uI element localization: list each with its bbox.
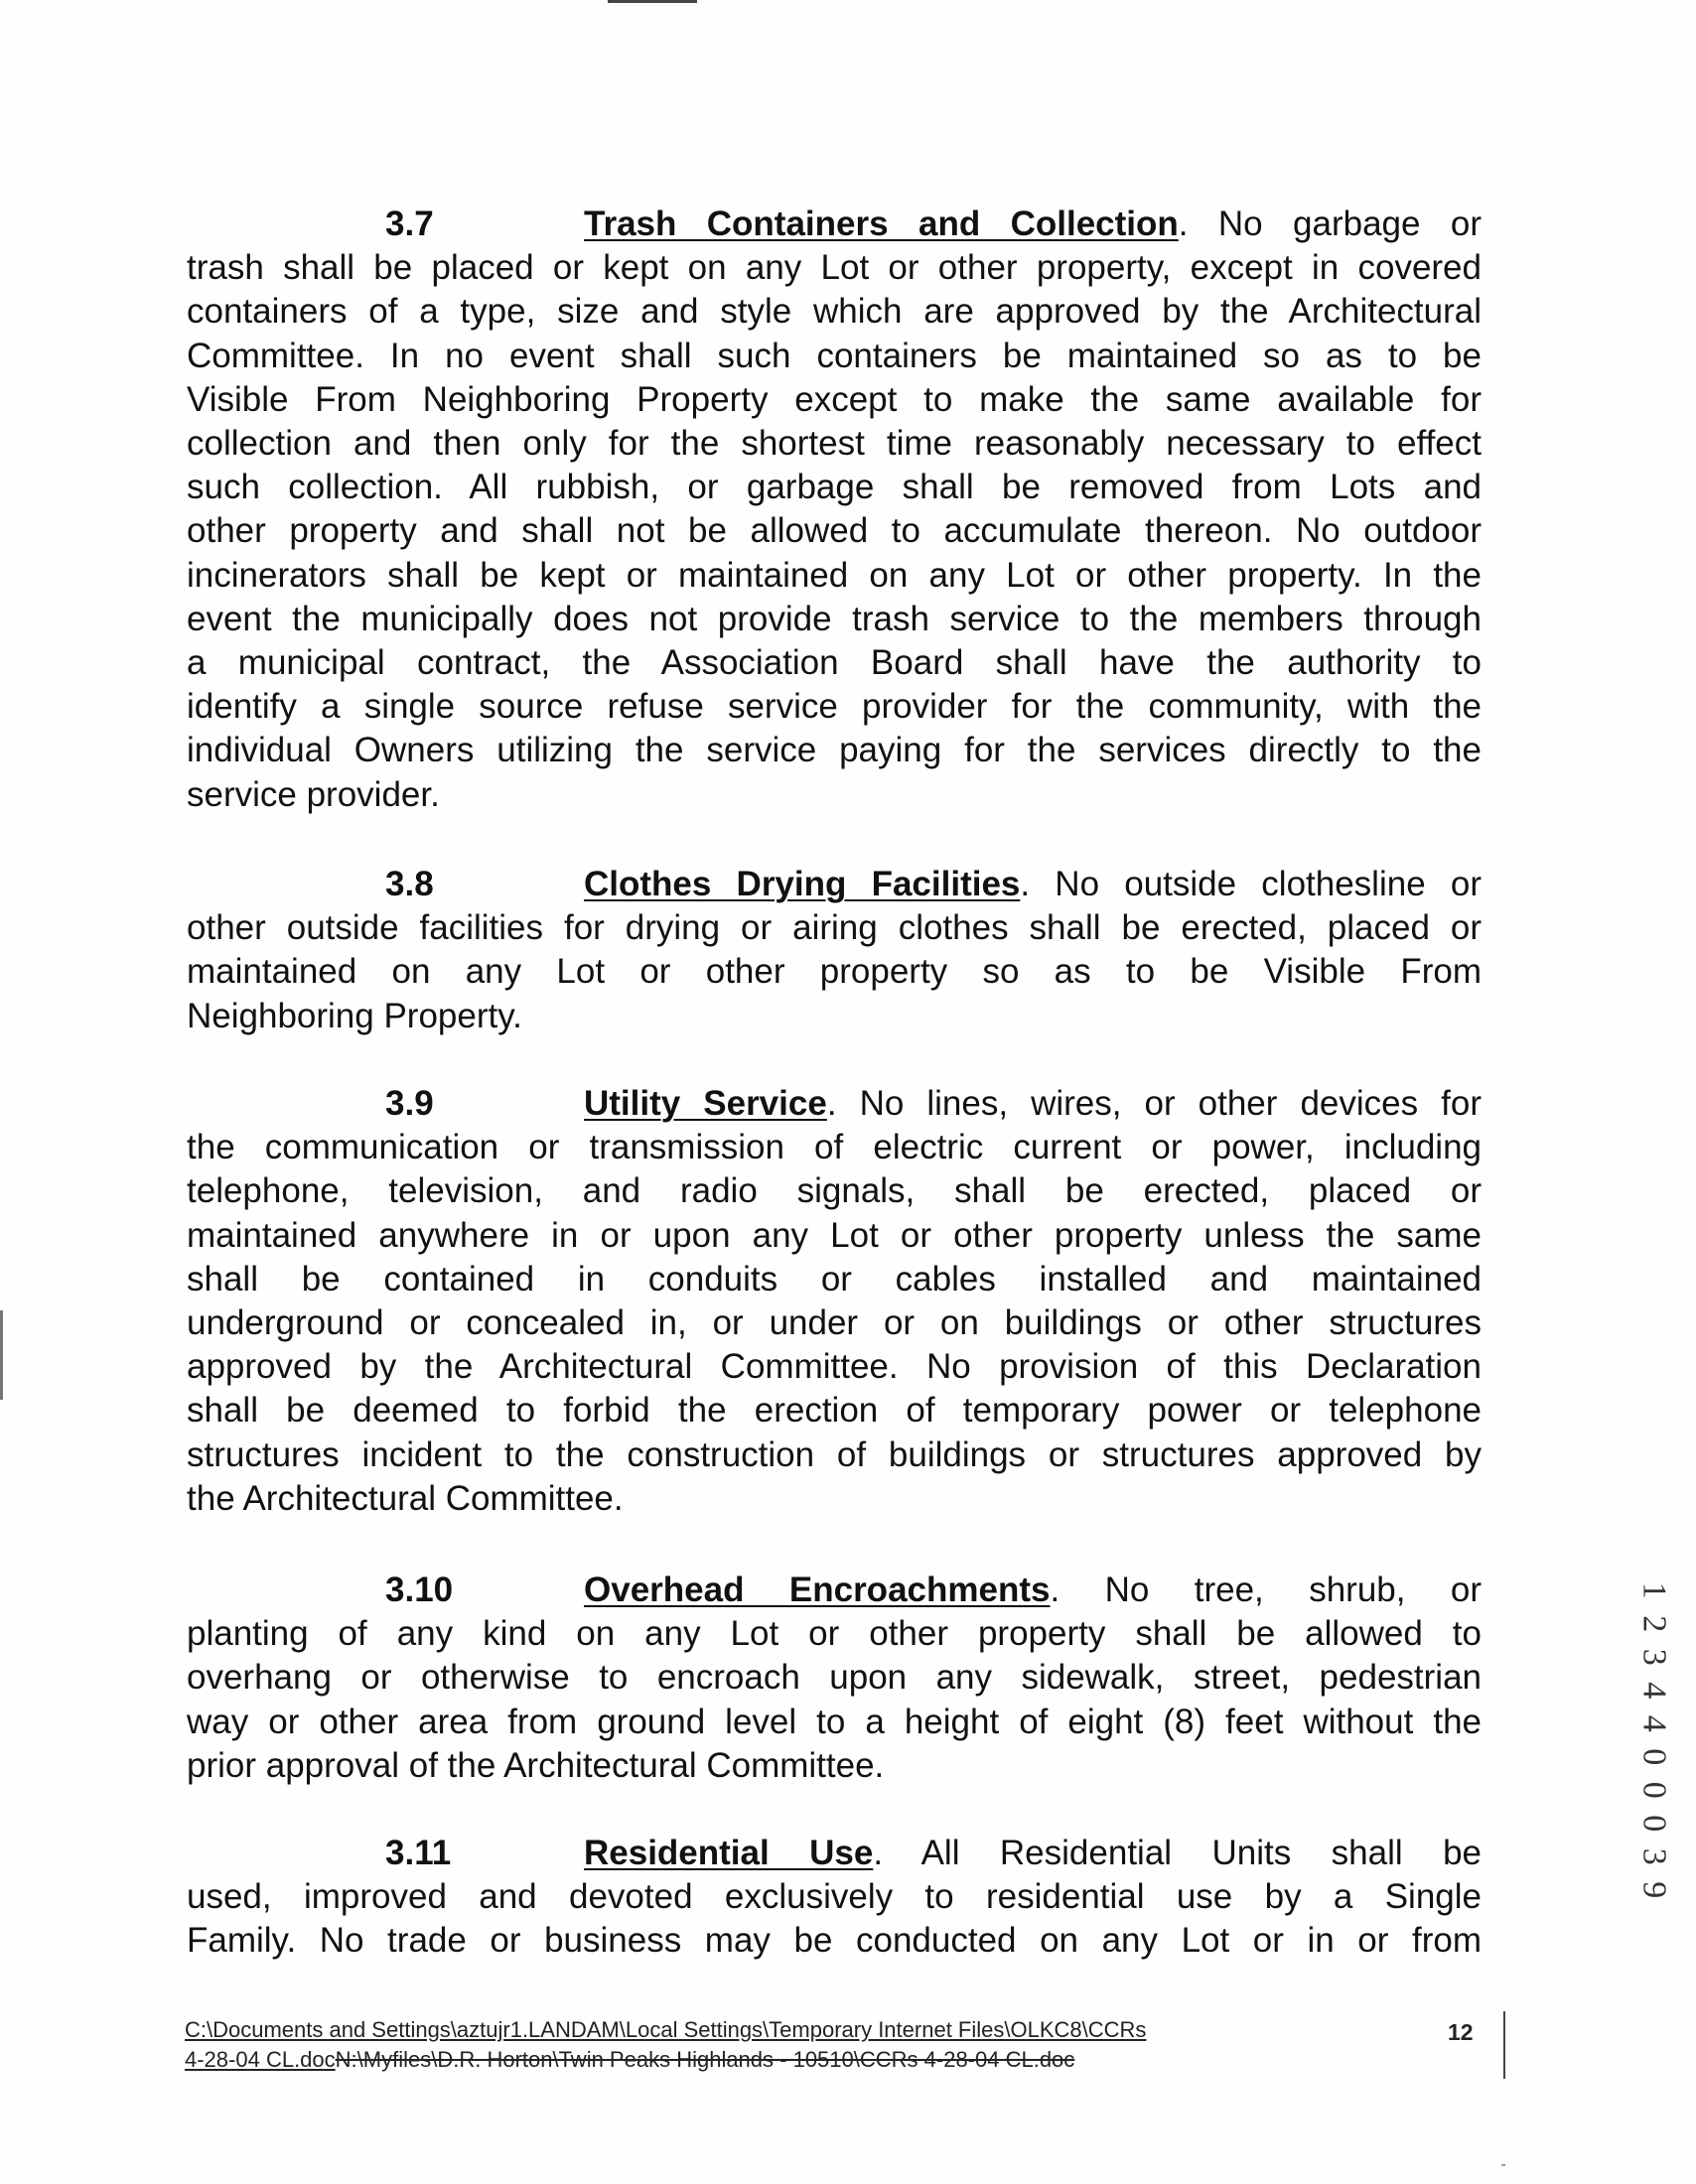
section-number: 3.9 [385,1084,434,1123]
body-line: Committee. In no event shall such containers be maintained so as to be [187,336,1482,375]
heading-line-text: . All Residential Units shall be [873,1834,1482,1872]
section-title: Trash Containers and Collection [584,205,1179,243]
section-heading-line [187,1569,1482,1612]
body-line: incinerators shall be kept or maintained on any Lot or other property. In the [187,555,1482,595]
scan-mark-left [0,1310,3,1400]
body-line: individual Owners utilizing the service paying for the services directly to the [187,731,1482,770]
footer-filepath [185,2015,1505,2075]
body-line: the communication or transmission of electric current or power, including [187,1128,1482,1167]
body-line: collection and then only for the shortest time reasonably necessary to effect [187,424,1482,464]
body-line: underground or concealed in, or under or on buildings or other structures [187,1303,1482,1343]
section-number: 3.10 [385,1570,454,1609]
section-heading-line [187,863,1482,906]
body-line: planting of any kind on any Lot or other property shall be allowed to [187,1614,1482,1654]
heading-line-text: . No garbage or [1178,205,1482,243]
body-line: the Architectural Committee. [187,1478,624,1518]
section-number: 3.8 [385,865,434,903]
body-line: overhang or otherwise to encroach upon any sidewalk, street, pedestrian [187,1658,1482,1698]
body-line: prior approval of the Architectural Committee. [187,1745,885,1785]
body-line: event the municipally does not provide trash service to the members through [187,599,1482,638]
body-line: approved by the Architectural Committee. No provision of this Declaration [187,1347,1482,1387]
body-line: telephone, television, and radio signals, shall be erected, placed or [187,1171,1482,1211]
body-line: a municipal contract, the Association Board shall have the authority to [187,643,1482,683]
body-line: shall be deemed to forbid the erection of temporary power or telephone [187,1391,1482,1431]
body-line: used, improved and devoted exclusively to residential use by a Single [187,1877,1482,1917]
recording-stamp-text: 1 2 3 4 4 0 0 0 3 9 [1635,1581,1672,1903]
section-number: 3.11 [385,1834,452,1872]
section-3-8 [187,863,1482,1038]
section-title: Overhead Encroachments [584,1570,1051,1609]
body-line: trash shall be placed or kept on any Lot or other property, except in covered [187,248,1482,288]
body-line: such collection. All rubbish, or garbage shall be removed from Lots and [187,468,1482,507]
body-line: structures incident to the construction of buildings or structures approved by [187,1434,1482,1474]
footer-path-deleted: N:\Myfiles\D.R. Horton\Twin Peaks Highlands - 10510\CCRs 4-28-04 CL.doc [335,2047,1075,2072]
body-line: identify a single source refuse service provider for the community, with the [187,687,1482,727]
scan-mark-top [608,0,697,3]
recording-stamp [1633,1581,1673,1903]
section-3-7 [187,203,1482,817]
page-number-rule [1503,2011,1505,2079]
section-title: Utility Service [584,1084,827,1123]
footer-path-line-2 [185,2045,1505,2075]
body-line: service provider. [187,774,440,814]
section-heading-line [187,203,1482,246]
scan-mark-bottom [1501,2164,1505,2166]
body-line: Visible From Neighboring Property except to make the same available for [187,379,1482,419]
section-title: Residential Use [584,1834,874,1872]
footer-path-current: 4-28-04 CL.doc [185,2047,336,2072]
section-3-10 [187,1569,1482,1788]
heading-line-text: . No tree, shrub, or [1050,1570,1482,1609]
body-line: shall be contained in conduits or cables installed and maintained [187,1259,1482,1298]
body-line: containers of a type, size and style which are approved by the Architectural [187,292,1482,332]
body-line: other property and shall not be allowed to accumulate thereon. No outdoor [187,511,1482,551]
heading-line-text: . No lines, wires, or other devices for [826,1084,1482,1123]
footer-path-line-1: C:\Documents and Settings\aztujr1.LANDAM\Local Settings\Temporary Internet Files\OLKC8\CCRs [185,2017,1147,2042]
section-title: Clothes Drying Facilities [584,865,1021,903]
body-line: Neighboring Property. [187,996,522,1035]
heading-line-text: . No outside clothesline or [1020,865,1482,903]
section-heading-line [187,1832,1482,1875]
body-line: way or other area from ground level to a height of eight (8) feet without the [187,1702,1482,1741]
body-line: other outside facilities for drying or airing clothes shall be erected, placed or [187,908,1482,948]
section-3-9 [187,1082,1482,1521]
page-number: 12 [1448,2019,1474,2045]
body-line: maintained anywhere in or upon any Lot or other property unless the same [187,1215,1482,1255]
body-line: Family. No trade or business may be conducted on any Lot or in or from [187,1921,1482,1961]
section-3-11 [187,1832,1482,1964]
section-heading-line [187,1082,1482,1126]
section-number: 3.7 [385,205,434,243]
body-line: maintained on any Lot or other property so as to be Visible From [187,952,1482,992]
